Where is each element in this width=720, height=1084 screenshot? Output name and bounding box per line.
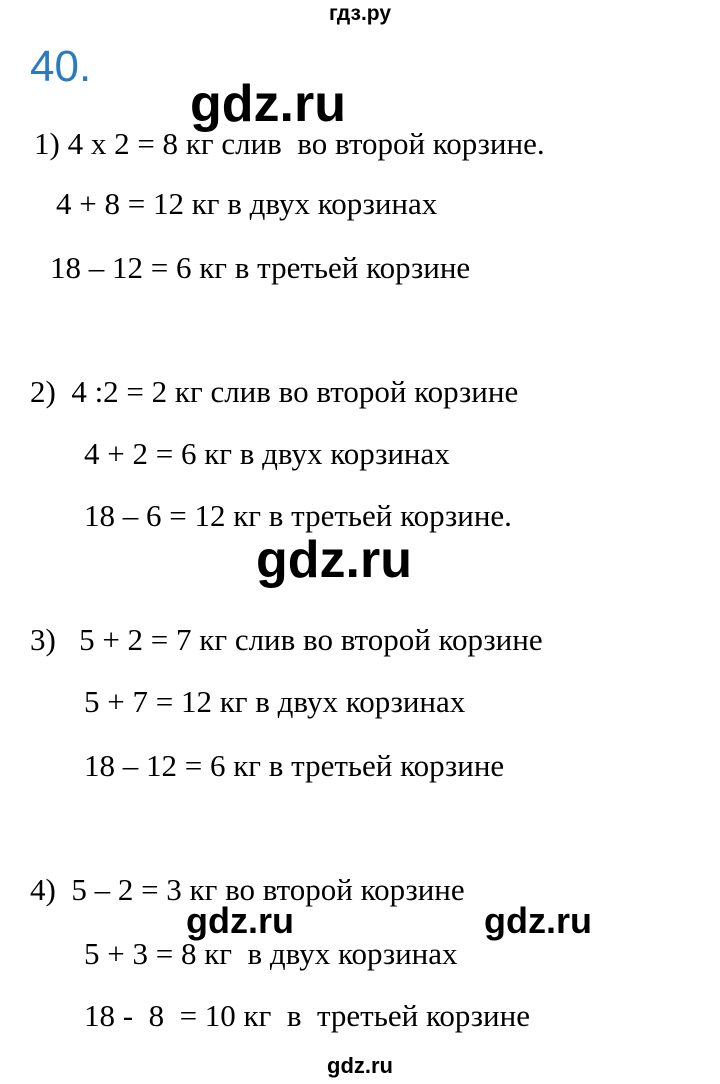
solution-3-line-2: 5 + 7 = 12 кг в двух корзинах <box>84 684 466 719</box>
watermark-bottom-left: gdz.ru <box>186 900 294 941</box>
watermark-middle: gdz.ru <box>256 531 412 589</box>
solution-2-line-2: 4 + 2 = 6 кг в двух корзинах <box>84 436 450 471</box>
solution-4-line-1: 4) 5 – 2 = 3 кг во второй корзине <box>30 872 465 907</box>
solution-1-line-2: 4 + 8 = 12 кг в двух корзинах <box>56 186 438 221</box>
watermark-top: gdz.ru <box>190 75 346 133</box>
solution-2-line-1: 2) 4 :2 = 2 кг слив во второй корзине <box>30 374 519 409</box>
solution-3-line-1: 3) 5 + 2 = 7 кг слив во второй корзине <box>30 622 543 657</box>
site-header: гдз.ру <box>328 2 392 25</box>
solution-1-line-3: 18 – 12 = 6 кг в третьей корзине <box>50 250 471 285</box>
solution-4-line-2: 5 + 3 = 8 кг в двух корзинах <box>84 936 458 971</box>
site-footer: gdz.ru <box>327 1053 393 1078</box>
watermark-bottom-right: gdz.ru <box>484 900 592 941</box>
solution-3-line-3: 18 – 12 = 6 кг в третьей корзине <box>84 748 505 783</box>
task-number: 40. <box>30 42 92 91</box>
solution-1-line-1: 1) 4 х 2 = 8 кг слив во второй корзине. <box>34 126 545 161</box>
solution-2-line-3: 18 – 6 = 12 кг в третьей корзине. <box>84 498 512 533</box>
solution-4-line-3: 18 - 8 = 10 кг в третьей корзине <box>84 998 530 1033</box>
